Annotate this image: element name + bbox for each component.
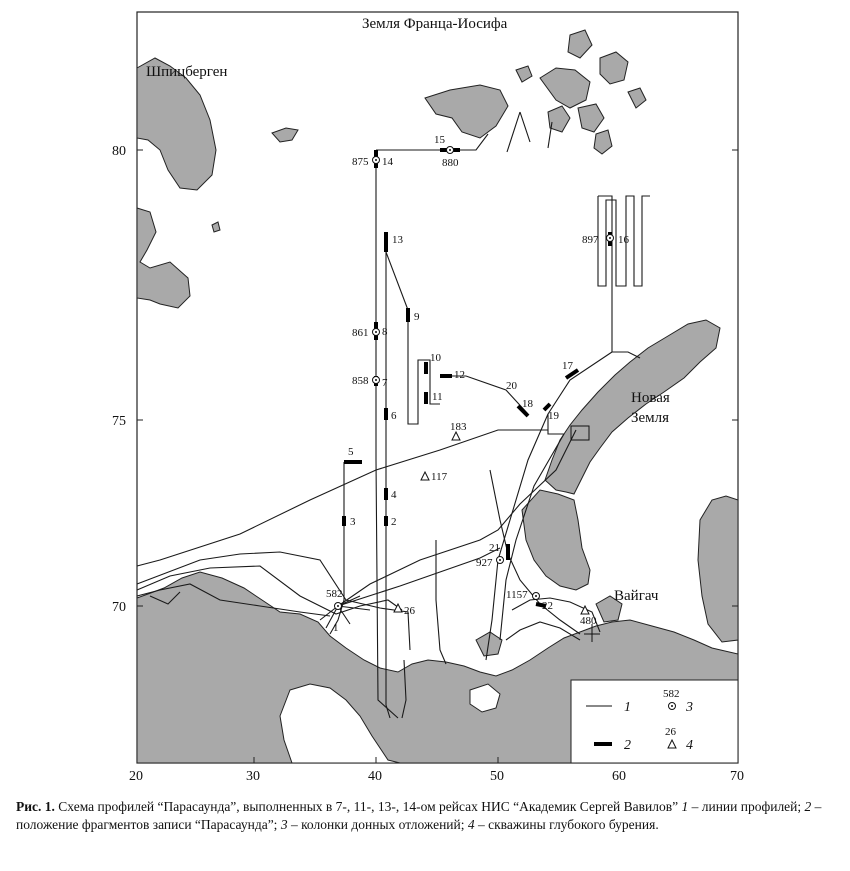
caption-t4: – скважины глубокого бурения. (474, 817, 659, 832)
profile-label-20: 20 (506, 380, 517, 392)
core-label-897: 897 (582, 234, 599, 246)
caption-t3: – колонки донных отложений; (287, 817, 468, 832)
legend-n2: 2 (624, 738, 631, 753)
legend-core-number: 582 (663, 688, 680, 700)
well-label-26: 26 (404, 605, 415, 617)
caption-n4: 4 (467, 817, 475, 832)
profile-label-8: 8 (382, 326, 388, 338)
profile-label-2: 2 (391, 516, 397, 528)
caption-n2: 2 (804, 799, 812, 814)
profile-label-9: 9 (414, 311, 420, 323)
core-927 (497, 557, 504, 564)
label-novaya-zemlya-1: Новая (631, 390, 670, 406)
profile-label-15: 15 (434, 134, 445, 146)
legend-n1: 1 (624, 700, 631, 715)
profile-label-3: 3 (350, 516, 356, 528)
x-tick-70: 70 (730, 769, 744, 784)
figure-caption (16, 798, 836, 834)
profile-label-1: 1 (333, 622, 339, 634)
profile-label-11: 11 (432, 391, 443, 403)
x-tick-60: 60 (612, 769, 626, 784)
profile-label-7: 7 (382, 377, 388, 389)
well-label-117: 117 (431, 471, 448, 483)
caption-n1: 1 (681, 799, 689, 814)
profile-label-18: 18 (522, 398, 533, 410)
x-tick-50: 50 (490, 769, 504, 784)
x-tick-30: 30 (246, 769, 260, 784)
core-897 (607, 235, 614, 242)
legend-well-number: 26 (665, 726, 676, 738)
caption-t2: – положение фрагментов записи “Парасаунда”; (16, 799, 822, 832)
label-novaya-zemlya-2: Земля (631, 410, 670, 426)
core-880 (447, 147, 454, 154)
core-label-927: 927 (476, 557, 493, 569)
profile-label-4: 4 (391, 489, 397, 501)
profile-label-10: 10 (430, 352, 441, 364)
caption-t1: – линии профилей; (688, 799, 805, 814)
core-861 (373, 329, 380, 336)
profile-label-21: 21 (489, 542, 500, 554)
core-label-858: 858 (352, 375, 369, 387)
profile-label-12: 12 (454, 369, 465, 381)
core-875 (373, 157, 380, 164)
core-label-875: 875 (352, 156, 369, 168)
caption-fig-number: Рис. 1. (16, 799, 55, 814)
profile-label-5: 5 (348, 446, 354, 458)
well-label-183: 183 (450, 421, 467, 433)
y-tick-75: 75 (112, 414, 126, 429)
legend (571, 680, 738, 763)
profile-label-19: 19 (548, 410, 559, 422)
legend-n3: 3 (686, 700, 693, 715)
profile-label-14: 14 (382, 156, 393, 168)
label-vaygach: Вайгач (614, 588, 659, 604)
profile-label-17: 17 (562, 360, 573, 372)
x-tick-40: 40 (368, 769, 382, 784)
profile-label-6: 6 (391, 410, 397, 422)
core-582 (335, 603, 342, 610)
core-858 (373, 377, 380, 384)
core-label-582: 582 (326, 588, 343, 600)
profile-label-13: 13 (392, 234, 403, 246)
caption-title: Схема профилей “Парасаунда”, выполненных в 7-, 11-, 13-, 14-ом рейсах НИС “Академик Сергей Вавилов” (58, 799, 679, 814)
x-tick-20: 20 (129, 769, 143, 784)
core-label-1157: 1157 (506, 589, 528, 601)
label-spitsbergen: Шпицберген (146, 64, 228, 80)
core-label-880: 880 (442, 157, 459, 169)
core-label-861: 861 (352, 327, 369, 339)
y-tick-80: 80 (112, 144, 126, 159)
legend-n4: 4 (686, 738, 693, 753)
profile-label-16: 16 (618, 234, 629, 246)
y-tick-70: 70 (112, 600, 126, 615)
profile-label-22: 22 (542, 600, 553, 612)
label-franz-josef: Земля Франца-Иосифа (362, 16, 508, 32)
core-1157 (533, 593, 540, 600)
well-label-480: 480 (580, 615, 597, 627)
caption-n3: 3 (280, 817, 288, 832)
legend-box (571, 680, 738, 763)
